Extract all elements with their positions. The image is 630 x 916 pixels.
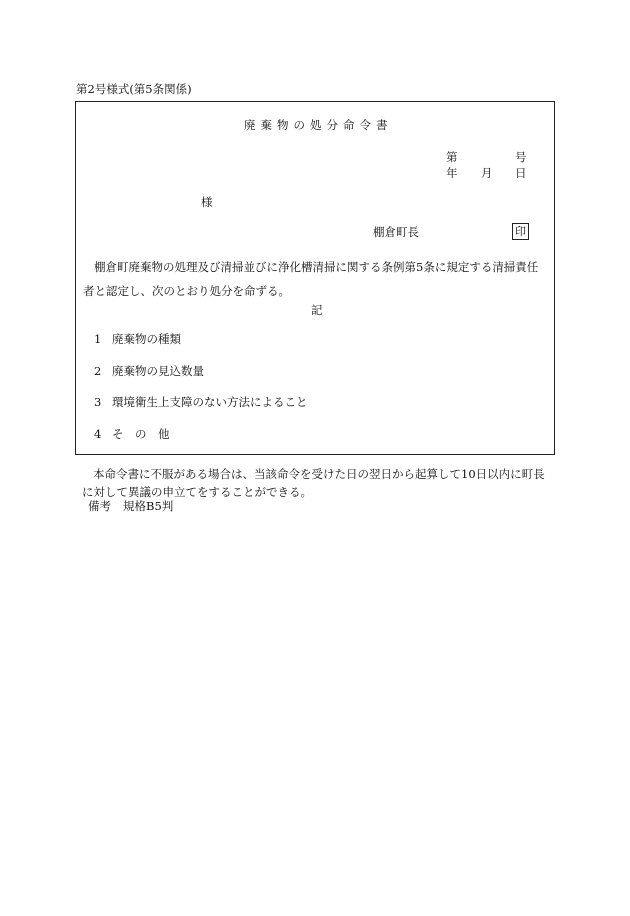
item-number: 1 [94,332,102,346]
item-text: 廃棄物の見込数量 [112,364,204,378]
number-suffix: 号 [515,150,527,164]
form-label: 第2号様式(第5条関係) [76,82,192,96]
item-text: 廃棄物の種類 [112,332,181,346]
list-item [94,334,181,346]
appeal-notice-text: 本命令書に不服がある場合は、当該命令を受けた日の翌日から起算して10日以内に町長に対して異議の申立てをすることができる。 [82,467,545,499]
item-text: そ の 他 [112,427,170,441]
date-day-label: 日 [515,166,527,180]
list-item [94,366,204,378]
list-item [94,429,170,441]
item-number: 4 [94,427,102,441]
seal-mark: 印 [512,223,529,240]
item-number: 3 [94,395,102,409]
order-body-text: 棚倉町廃棄物の処理及び清掃並びに浄化槽清掃に関する条例第5条に規定する清掃責任者と認定し、次のとおり処分を命ずる。 [83,260,539,298]
remarks-line [88,501,173,513]
list-item [94,397,308,409]
item-text: 環境衛生上支障のない方法によること [112,395,308,409]
document-title: 廃棄物の処分命令書 [244,118,393,132]
issuer-name: 棚倉町長 [373,225,419,239]
date-month-label: 月 [481,166,493,180]
remarks-label: 備考 [88,499,111,513]
item-number: 2 [94,364,102,378]
date-year-label: 年 [446,166,458,180]
number-prefix: 第 [446,150,458,164]
record-heading: 記 [311,303,323,317]
remarks-text: 規格B5判 [123,499,174,513]
addressee-honorific: 様 [201,195,213,209]
